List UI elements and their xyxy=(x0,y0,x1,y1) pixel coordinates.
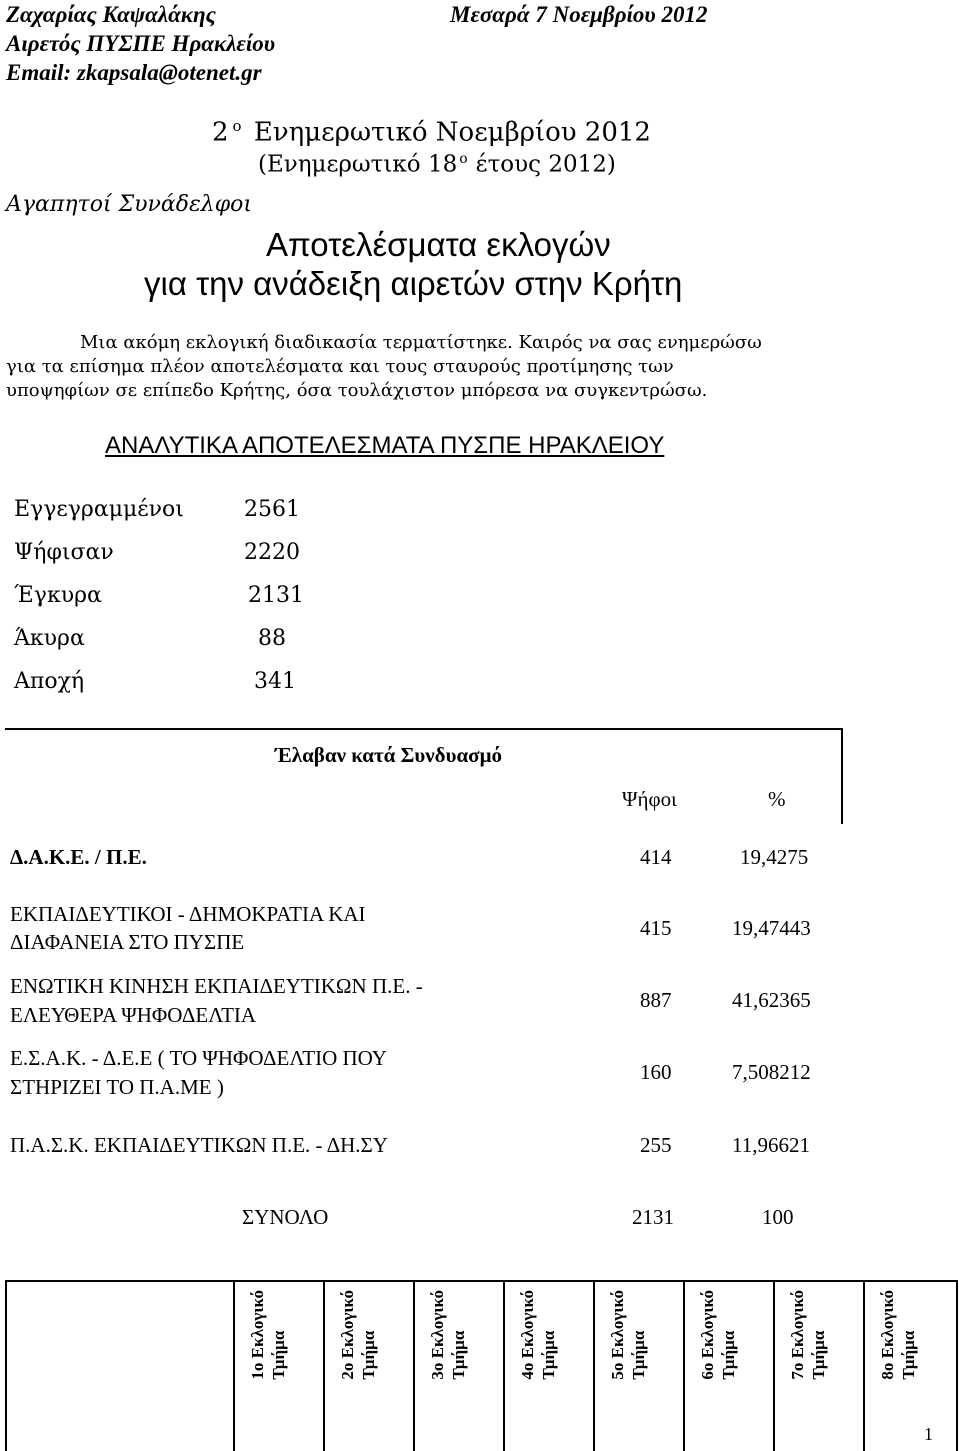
bulletin-number-sup: ο xyxy=(232,117,242,135)
author-role: Αιρετός ΠΥΣΠΕ Ηρακλείου xyxy=(6,31,276,56)
combination-name: Δ.Α.Κ.Ε. / Π.Ε. xyxy=(10,845,147,869)
stat-label-abstention: Αποχή xyxy=(14,669,85,694)
stat-value-registered: 2561 xyxy=(244,497,300,522)
section-header-3-line-2: Τμήμα xyxy=(449,1330,468,1380)
sections-divider xyxy=(593,1280,595,1451)
intro-line-1: Μια ακόμη εκλογική διαδικασία τερματίστηκε. Καιρός να σας ενημερώσω xyxy=(80,332,762,353)
sections-top-rule xyxy=(5,1280,958,1282)
section-header-8 xyxy=(877,1290,919,1380)
total-percent: 100 xyxy=(762,1205,794,1229)
author-name: Ζαχαρίας Καψαλάκης xyxy=(6,2,216,27)
stat-label-registered: Εγγεγραμμένοι xyxy=(14,497,184,522)
bulletin-subtitle-pre: (Ενημερωτικό 18 xyxy=(258,151,458,178)
stat-value-voted: 2220 xyxy=(244,540,300,565)
section-header-1 xyxy=(247,1290,289,1380)
section-header-2-line-2: Τμήμα xyxy=(359,1330,378,1380)
section-header-2 xyxy=(337,1290,379,1380)
letter-date: Μεσαρά 7 Νοεμβρίου 2012 xyxy=(450,2,708,27)
col-header-percent: % xyxy=(768,787,786,811)
section-header-7 xyxy=(787,1290,829,1380)
sections-divider xyxy=(773,1280,775,1451)
heading-line-1: Αποτελέσματα εκλογών xyxy=(266,226,611,263)
section-header-3 xyxy=(427,1290,469,1380)
section-header-4-line-2: Τμήμα xyxy=(539,1330,558,1380)
stat-label-voted: Ψήφισαν xyxy=(14,540,114,565)
bulletin-subtitle-sup: ο xyxy=(459,151,468,167)
sections-right-rule xyxy=(956,1280,958,1451)
sections-divider xyxy=(683,1280,685,1451)
combination-percent: 19,4275 xyxy=(740,845,809,869)
combination-votes: 160 xyxy=(640,1060,672,1084)
combination-percent: 7,508212 xyxy=(732,1060,811,1084)
results-title: Έλαβαν κατά Συνδυασμό xyxy=(275,743,503,767)
sections-divider xyxy=(413,1280,415,1451)
combination-percent: 19,47443 xyxy=(732,916,811,940)
combination-name: Π.Α.Σ.Κ. ΕΚΠΑΙΔΕΥΤΙΚΩΝ Π.Ε. - ΔΗ.ΣΥ xyxy=(10,1133,388,1157)
combination-name: ΕΝΩΤΙΚΗ ΚΙΝΗΣΗ ΕΚΠΑΙΔΕΥΤΙΚΩΝ Π.Ε. - xyxy=(10,974,423,998)
combination-name: Ε.Σ.Α.Κ. - Δ.Ε.Ε ( ΤΟ ΨΗΦΟΔΕΛΤΙΟ ΠΟΥ xyxy=(10,1046,387,1070)
stat-label-valid: Έγκυρα xyxy=(14,583,102,608)
section-header-5 xyxy=(607,1290,649,1380)
combination-percent: 41,62365 xyxy=(732,988,811,1012)
combination-name-cont: ΣΤΗΡΙΖΕΙ ΤΟ Π.Α.ΜΕ ) xyxy=(10,1075,224,1099)
combination-votes: 887 xyxy=(640,988,672,1012)
section-header-1-line-1: 1ο Εκλογικό xyxy=(248,1290,267,1380)
section-title: ΑΝΑΛΥΤΙΚΑ ΑΠΟΤΕΛΕΣΜΑΤΑ ΠΥΣΠΕ ΗΡΑΚΛΕΙΟΥ xyxy=(105,432,665,459)
bulletin-number: 2 xyxy=(212,117,229,148)
section-header-4-line-1: 4ο Εκλογικό xyxy=(518,1290,537,1380)
section-header-7-line-1: 7ο Εκλογικό xyxy=(788,1290,807,1380)
section-header-8-line-2: Τμήμα xyxy=(899,1330,918,1380)
sections-divider xyxy=(323,1280,325,1451)
total-votes: 2131 xyxy=(632,1205,674,1229)
combination-name: ΕΚΠΑΙΔΕΥΤΙΚΟΙ - ΔΗΜΟΚΡΑΤΙΑ ΚΑΙ xyxy=(10,902,366,926)
section-header-5-line-1: 5ο Εκλογικό xyxy=(608,1290,627,1380)
section-header-4 xyxy=(517,1290,559,1380)
combination-name-cont: ΔΙΑΦΑΝΕΙΑ ΣΤΟ ΠΥΣΠΕ xyxy=(10,930,245,954)
stat-value-abstention: 341 xyxy=(254,669,296,694)
section-header-6-line-2: Τμήμα xyxy=(719,1330,738,1380)
total-label: ΣΥΝΟΛΟ xyxy=(242,1205,329,1229)
intro-line-2: για τα επίσημα πλέον αποτελέσματα και τους σταυρούς προτίμησης των xyxy=(6,356,674,377)
col-header-votes: Ψήφοι xyxy=(622,787,677,811)
page-number: 1 xyxy=(924,1424,933,1444)
sections-divider xyxy=(233,1280,235,1451)
bulletin-subtitle-post: έτους 2012) xyxy=(475,151,616,178)
sections-divider xyxy=(503,1280,505,1451)
combination-votes: 414 xyxy=(640,845,672,869)
bulletin-title xyxy=(212,110,651,149)
intro-line-3: υποψηφίων σε επίπεδο Κρήτης, όσα τουλάχιστον μπόρεσα να συγκεντρώσω. xyxy=(6,380,708,401)
combination-percent: 11,96621 xyxy=(732,1133,810,1157)
section-header-2-line-1: 2ο Εκλογικό xyxy=(338,1290,357,1380)
section-header-6-line-1: 6ο Εκλογικό xyxy=(698,1290,717,1380)
section-header-6 xyxy=(697,1290,739,1380)
results-right-rule xyxy=(841,728,843,824)
results-top-rule xyxy=(5,728,843,730)
section-header-7-line-2: Τμήμα xyxy=(809,1330,828,1380)
section-header-8-line-1: 8ο Εκλογικό xyxy=(878,1290,897,1380)
section-header-3-line-1: 3ο Εκλογικό xyxy=(428,1290,447,1380)
bulletin-title-text: Ενημερωτικό Νοεμβρίου 2012 xyxy=(253,117,651,148)
stat-value-invalid: 88 xyxy=(258,626,286,651)
combination-votes: 255 xyxy=(640,1133,672,1157)
author-email[interactable]: Email: zkapsala@otenet.gr xyxy=(6,60,262,85)
stat-label-invalid: Άκυρα xyxy=(14,626,85,651)
greeting: Αγαπητοί Συνάδελφοι xyxy=(6,192,252,217)
heading-line-2: για την ανάδειξη αιρετών στην Κρήτη xyxy=(144,265,683,302)
section-header-1-line-2: Τμήμα xyxy=(269,1330,288,1380)
sections-left-rule xyxy=(5,1280,7,1451)
sections-divider xyxy=(863,1280,865,1451)
stat-value-valid: 2131 xyxy=(248,583,304,608)
combination-name-cont: ΕΛΕΥΘΕΡΑ ΨΗΦΟΔΕΛΤΙΑ xyxy=(10,1003,257,1027)
section-header-5-line-2: Τμήμα xyxy=(629,1330,648,1380)
combination-votes: 415 xyxy=(640,916,672,940)
bulletin-subtitle xyxy=(258,144,616,180)
